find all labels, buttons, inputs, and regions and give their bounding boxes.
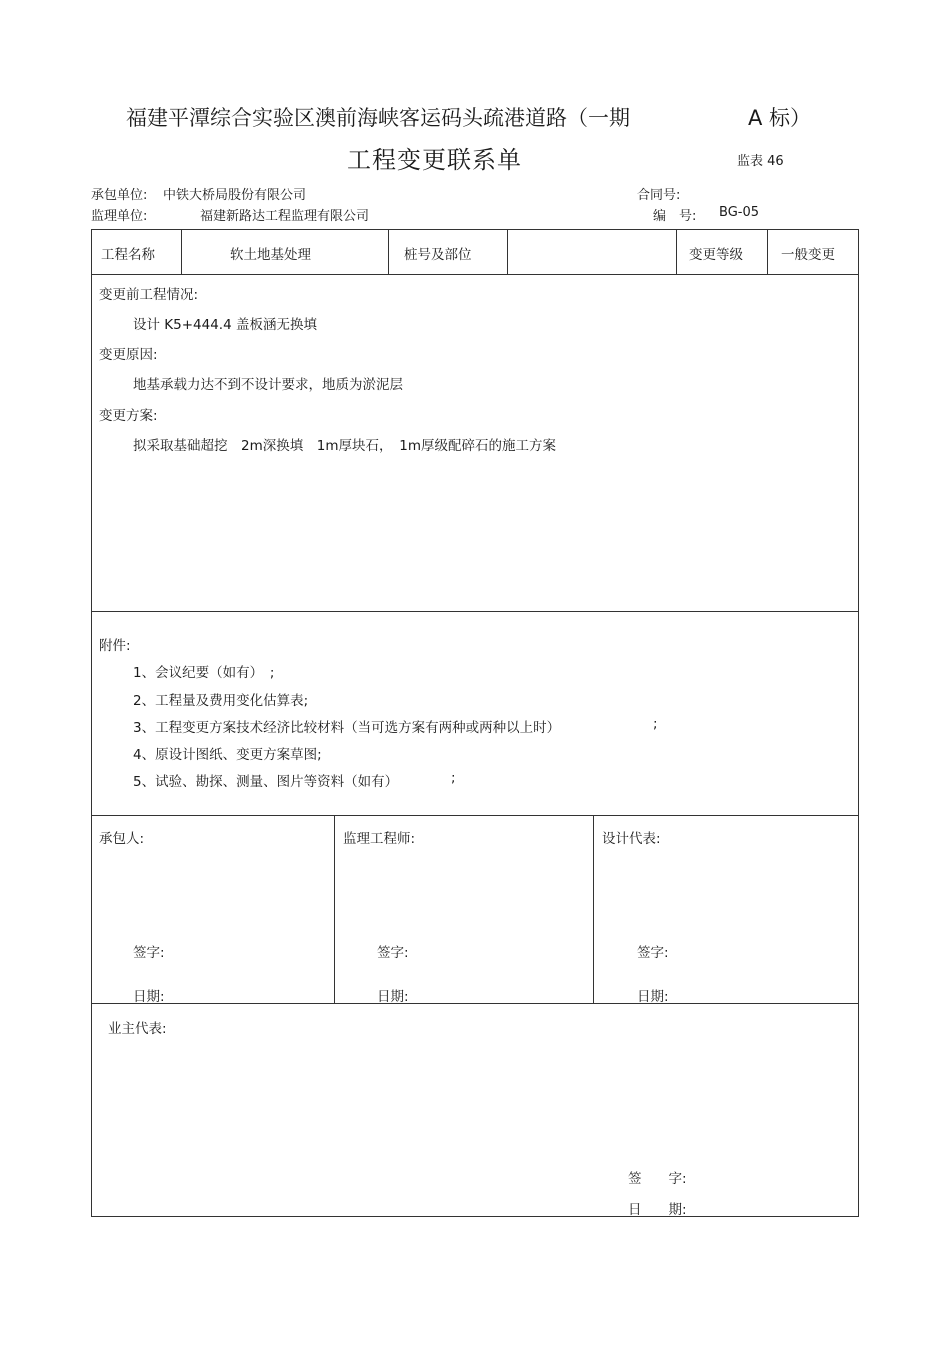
plan-label: 变更方案:: [99, 408, 158, 424]
form-code: 监表 46: [737, 154, 784, 169]
owner-date-label: 日 期:: [628, 1202, 687, 1218]
col-divider: [676, 229, 677, 274]
date-label: 日期:: [377, 989, 409, 1005]
contract-no-label: 合同号:: [637, 188, 681, 203]
signature-label: 签字:: [377, 945, 409, 961]
station-label: 桩号及部位: [404, 247, 472, 263]
plan-value: 拟采取基础超挖 2m深换填 1m厚块石， 1m厚级配碎石的施工方案: [133, 438, 556, 454]
signature-label: 签字:: [637, 945, 669, 961]
row-divider: [91, 815, 859, 816]
project-name-label: 工程名称: [101, 247, 155, 263]
reason-label: 变更原因:: [99, 347, 158, 363]
document-title-suffix: A 标）: [748, 106, 812, 130]
col-divider: [507, 229, 508, 274]
row-divider: [91, 274, 859, 275]
attachment-item: 1、会议纪要（如有） ;: [133, 665, 275, 681]
col-divider: [181, 229, 182, 274]
row-divider: [91, 1003, 859, 1004]
contractor-sign-label: 承包人:: [99, 831, 145, 847]
contractor-value: 中铁大桥局股份有限公司: [163, 188, 307, 203]
row-divider: [91, 611, 859, 612]
grade-label: 变更等级: [689, 247, 743, 263]
reason-value: 地基承载力达不到不设计要求，地质为淤泥层: [133, 377, 403, 393]
attachment-item: 3、工程变更方案技术经济比较材料（当可选方案有两种或两种以上时）: [133, 720, 561, 736]
supervisor-label: 监理单位:: [91, 209, 148, 224]
contractor-label: 承包单位:: [91, 188, 148, 203]
attachment-item-suffix: ;: [653, 716, 658, 732]
owner-signature-label: 签 字:: [628, 1171, 687, 1187]
attachments-label: 附件:: [99, 638, 131, 654]
engineer-sign-label: 监理工程师:: [343, 831, 416, 847]
grade-value: 一般变更: [781, 247, 835, 263]
attachment-item: 5、试验、勘探、测量、图片等资料（如有）: [133, 774, 399, 790]
number-label: 编 号:: [653, 209, 697, 224]
owner-rep-label: 业主代表:: [108, 1021, 167, 1037]
supervisor-value: 福建新路达工程监理有限公司: [200, 209, 370, 224]
col-divider: [388, 229, 389, 274]
attachment-item: 4、原设计图纸、变更方案草图;: [133, 747, 322, 763]
col-divider: [767, 229, 768, 274]
document-title-line2: 工程变更联系单: [347, 146, 522, 174]
signature-label: 签字:: [133, 945, 165, 961]
before-label: 变更前工程情况:: [99, 287, 199, 303]
project-name-value: 软土地基处理: [230, 247, 311, 263]
document-title-line1: 福建平潭综合实验区澳前海峡客运码头疏港道路（一期: [126, 106, 630, 130]
designer-sign-label: 设计代表:: [602, 831, 661, 847]
col-divider: [593, 815, 594, 1003]
attachment-item: 2、工程量及费用变化估算表;: [133, 693, 309, 709]
number-value: BG-05: [719, 205, 759, 220]
attachment-item-suffix: ;: [451, 770, 456, 786]
col-divider: [334, 815, 335, 1003]
before-value: 设计 K5+444.4 盖板涵无换填: [133, 317, 317, 333]
date-label: 日期:: [133, 989, 165, 1005]
date-label: 日期:: [637, 989, 669, 1005]
